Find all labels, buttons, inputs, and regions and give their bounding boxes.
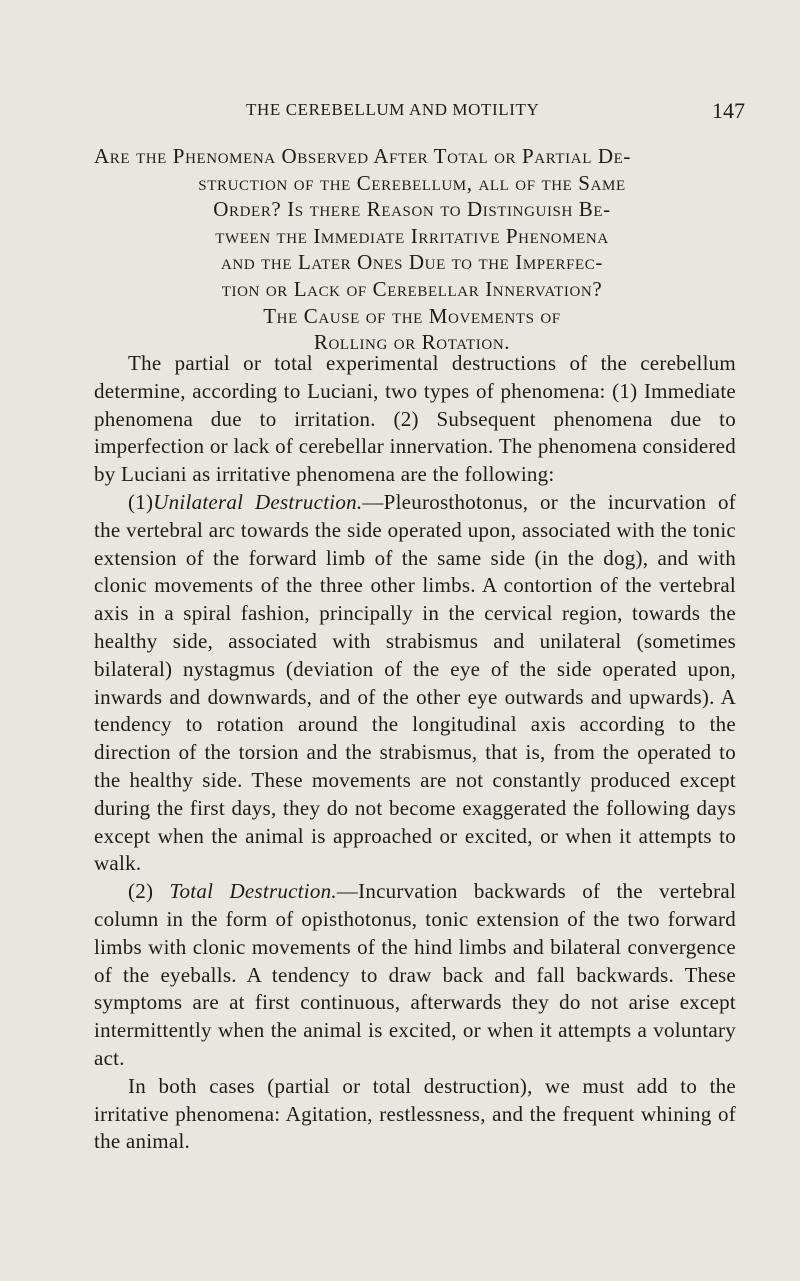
heading-line: and the Later Ones Due to the Imperfec- bbox=[220, 250, 604, 275]
heading-line: Are the Phenomena Observed After Total or Partial De- bbox=[94, 144, 631, 168]
section-heading bbox=[94, 143, 730, 356]
paragraph-text: —Incurvation backwards of the vertebral column in the form of opisthotonus, tonic extension of the two forward limbs with clonic movements of the hind limbs and bilateral convergence of the eyeballs. A tendency to draw back and fall backwards. These symptoms are at first continuous, afterwards they do not arise except intermittently when the animal is excited, or when it attempts a voluntary act. bbox=[94, 879, 737, 1070]
paragraph-conclusion: In both cases (partial or total destruction), we must add to the irritative phenomena: Agitation, restlessness, and the frequent whining of the animal. bbox=[94, 1073, 736, 1154]
list-number: (1) bbox=[128, 489, 154, 514]
paragraph-text: —Pleurosthotonus, or the incurvation of the vertebral arc towards the side operated upon, associated with the tonic extension of the forward limb of the same side (in the dog), and with clonic movements of the three other limbs. A contortion of the vertebral axis in a spiral fashion, principally in the cervical region, towards the healthy side, associated with strabismus and unilateral (sometimes bilateral) nystagmus (deviation of the eye of the side operated upon, inwards and downwards, and of the other eye outwards and upwards). A tendency to rotation around the longitudinal axis according to the direction of the torsion and the strabismus, that is, from the operated to the healthy side. These movements are not constantly produced except during the first days, they do not become exaggerated the following days except when the animal is approached or excited, or when it attempts to walk. bbox=[94, 489, 737, 876]
heading-line: struction of the Cerebellum, all of the Same bbox=[198, 170, 626, 195]
paragraph-unilateral bbox=[94, 489, 736, 878]
heading-line: Rolling or Rotation. bbox=[313, 330, 511, 355]
heading-line: tween the Immediate Irritative Phenomena bbox=[215, 223, 609, 248]
subsection-title: Unilateral Destruction. bbox=[153, 489, 363, 514]
page-number: 147 bbox=[712, 98, 745, 123]
heading-line: tion or Lack of Cerebellar Innervation? bbox=[221, 276, 603, 301]
paragraph-intro: The partial or total experimental destructions of the cerebellum determine, according to Luciani, two types of phenomena: (1) Immediate phenomena due to irritation. (2) Subsequent phenomena due to imperfection or lack of cerebellar innervation. The phenomena considered by Luciani as irritative phenomena are the following: bbox=[94, 351, 736, 487]
paragraph-total bbox=[94, 878, 736, 1073]
heading-line: Order? Is there Reason to Distinguish Be- bbox=[213, 197, 611, 222]
list-number: (2) bbox=[128, 879, 154, 904]
heading-line: The Cause of the Movements of bbox=[263, 303, 561, 328]
body-text bbox=[94, 350, 736, 1156]
subsection-title: Total Destruction. bbox=[169, 879, 337, 904]
running-head: THE CEREBELLUM AND MOTILITY bbox=[246, 100, 540, 119]
